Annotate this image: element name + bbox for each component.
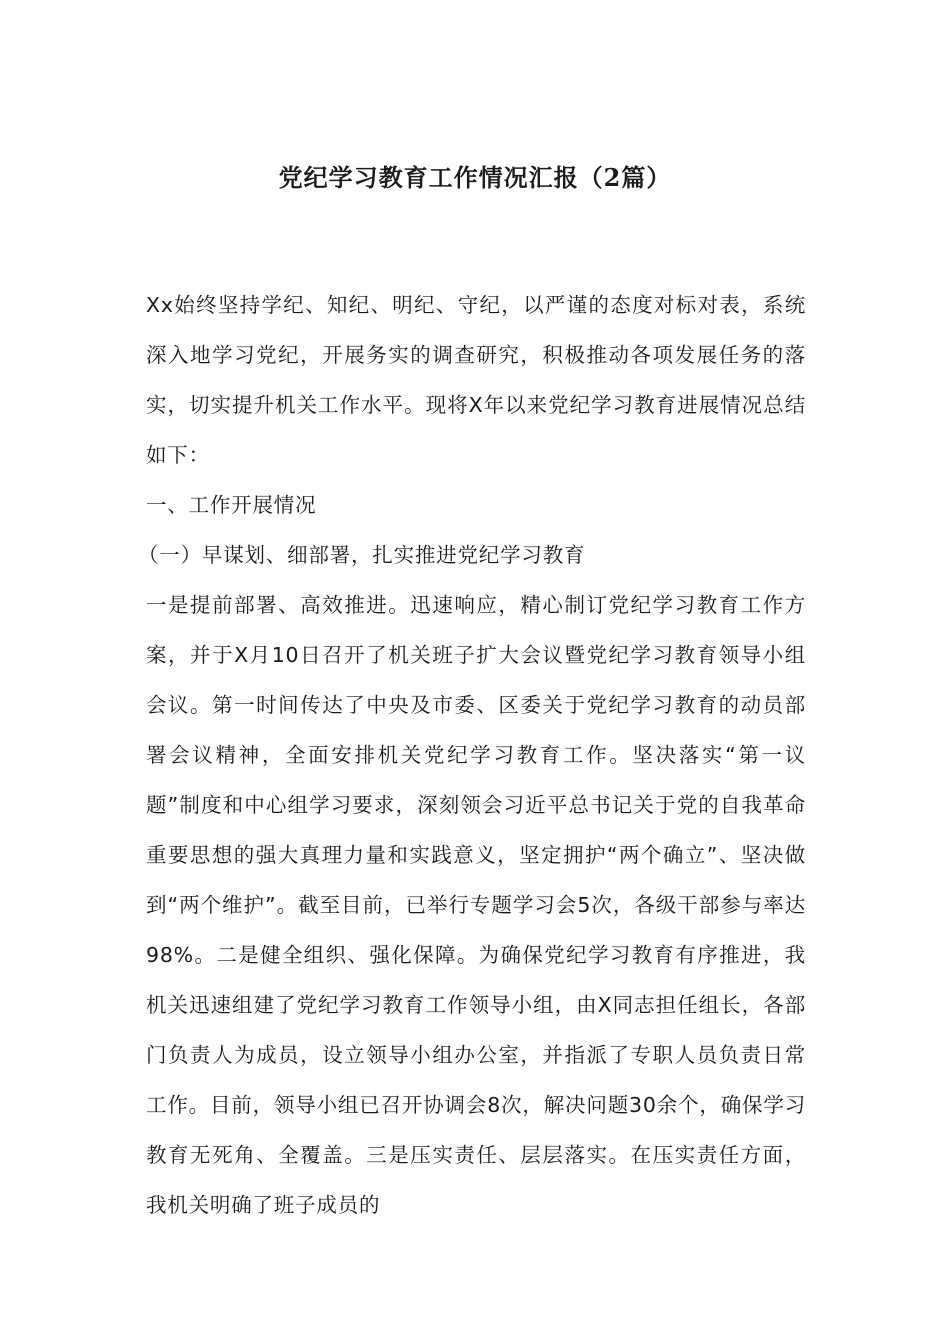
document-body	[138, 280, 806, 1230]
section-heading: 一、工作开展情况	[146, 493, 317, 517]
subsection-heading: （一）早谋划、细部署，扎实推进党纪学习教育	[138, 543, 586, 567]
document-title: 党纪学习教育工作情况汇报（2篇）	[278, 163, 672, 192]
body-paragraph: 一是提前部署、高效推进。迅速响应，精心制订党纪学习教育工作方案，并于X月10日召开了机关班子扩大会议暨党纪学习教育领导小组会议。第一时间传达了中央及市委、区委关于党纪学习教育的动员部署会议精神，全面安排机关党纪学习教育工作。坚决落实“第一议题”制度和中心组学习要求，深刻领会习近平总书记关于党的自我革命重要思想的强大真理力量和实践意义，坚定拥护“两个确立”、坚决做到“两个维护”。截至目前，已举行专题学习会5次，各级干部参与率达98%。二是健全组织、强化保障。为确保党纪学习教育有序推进，我机关迅速组建了党纪学习教育工作领导小组，由X同志担任组长，各部门负责人为成员，设立领导小组办公室，并指派了专职人员负责日常工作。目前，领导小组已召开协调会8次，解决问题30余个，确保学习教育无死角、全覆盖。三是压实责任、层层落实。在压实责任方面，我机关明确了班子成员的	[146, 593, 806, 1217]
intro-paragraph: Xx始终坚持学纪、知纪、明纪、守纪，以严谨的态度对标对表，系统深入地学习党纪，开展务实的调查研究，积极推动各项发展任务的落实，切实提升机关工作水平。现将X年以来党纪学习教育进展情况总结如下：	[146, 293, 806, 467]
